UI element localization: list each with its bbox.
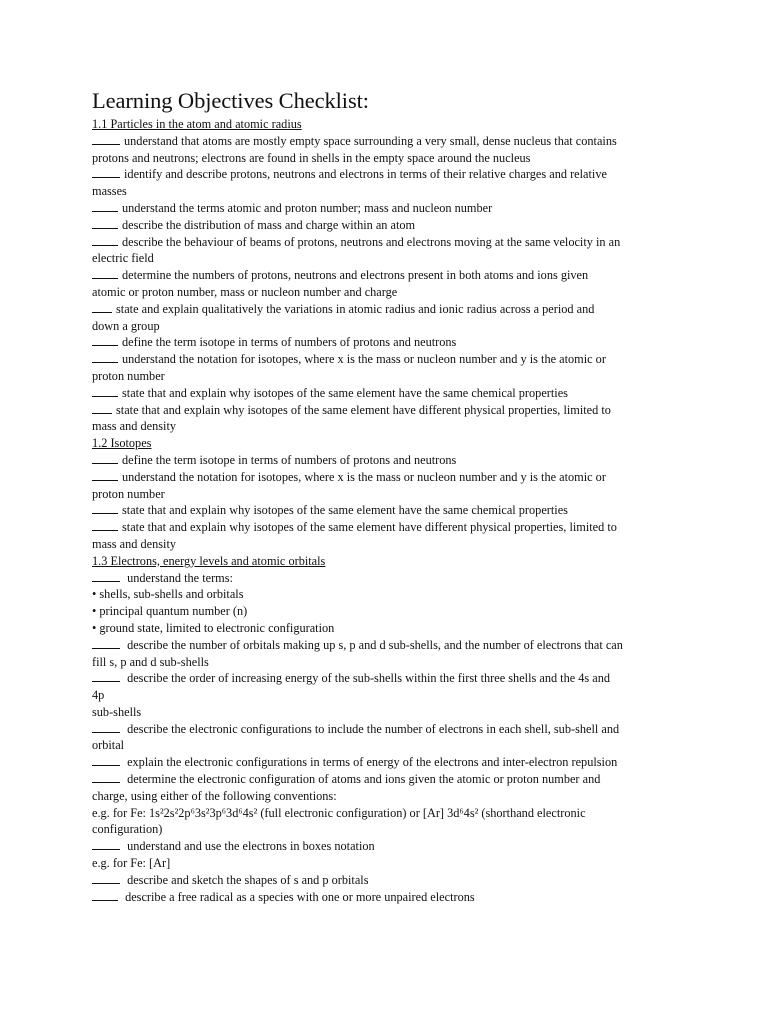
checkbox-blank-line[interactable] bbox=[92, 351, 118, 363]
checklist-item-text: down a group bbox=[92, 318, 160, 333]
checklist-item-text: define the term isotope in terms of numbers of protons and neutrons bbox=[122, 335, 457, 350]
checklist-item-text: atomic or proton number, mass or nucleon number and charge bbox=[92, 284, 398, 299]
checkbox-blank-line[interactable] bbox=[92, 637, 120, 649]
checkbox-blank-line[interactable] bbox=[92, 519, 118, 531]
checklist-item bbox=[92, 670, 682, 687]
checklist-item-text: state that and explain why isotopes of the same element have the same chemical properties bbox=[122, 385, 568, 400]
checklist-item-continuation bbox=[92, 704, 682, 721]
checklist-item-text: proton number bbox=[92, 368, 165, 383]
checklist-item bbox=[92, 351, 682, 368]
checklist-item bbox=[92, 234, 682, 251]
checkbox-blank-line[interactable] bbox=[92, 771, 120, 783]
checklist-item bbox=[92, 267, 682, 284]
checklist-item-text: mass and density bbox=[92, 419, 177, 434]
checklist-item bbox=[92, 133, 682, 150]
checkbox-blank-line[interactable] bbox=[92, 889, 118, 901]
checkbox-blank-line[interactable] bbox=[92, 670, 120, 682]
checkbox-blank-line[interactable] bbox=[92, 721, 120, 733]
checklist-item-text: state and explain qualitatively the variations in atomic radius and ionic radius across a period and bbox=[116, 301, 595, 316]
section-heading: 1.2 Isotopes bbox=[92, 436, 152, 451]
checklist-item-text: • shells, sub-shells and orbitals bbox=[92, 587, 244, 602]
checkbox-blank-line[interactable] bbox=[92, 200, 118, 212]
checkbox-blank-line[interactable] bbox=[92, 402, 112, 414]
checklist-item-text: understand that atoms are mostly empty space surrounding a very small, dense nucleus that contains bbox=[124, 133, 617, 148]
checklist-item-continuation bbox=[92, 318, 682, 335]
checklist-item-text: determine the electronic configuration of atoms and ions given the atomic or proton number and bbox=[124, 772, 601, 787]
checklist-item-continuation bbox=[92, 250, 682, 267]
checklist-item-continuation bbox=[92, 368, 682, 385]
checklist-item bbox=[92, 771, 682, 788]
checklist-item-text: understand the notation for isotopes, where x is the mass or nucleon number and y is the atomic or bbox=[122, 352, 606, 367]
checklist-item-text: mass and density bbox=[92, 536, 177, 551]
checklist-item-text: describe the behaviour of beams of protons, neutrons and electrons moving at the same velocity in an bbox=[122, 234, 621, 249]
checklist-item-text: configuration) bbox=[92, 822, 163, 837]
checkbox-blank-line[interactable] bbox=[92, 570, 120, 582]
checklist-item-text: electric field bbox=[92, 251, 154, 266]
checklist-item bbox=[92, 200, 682, 217]
checklist-item bbox=[92, 519, 682, 536]
checklist-item bbox=[92, 570, 682, 587]
checklist-item-continuation bbox=[92, 855, 682, 872]
checkbox-blank-line[interactable] bbox=[92, 838, 120, 850]
checkbox-blank-line[interactable] bbox=[92, 133, 120, 145]
checklist-item-continuation bbox=[92, 586, 682, 603]
checklist-item bbox=[92, 301, 682, 318]
checklist-item bbox=[92, 838, 682, 855]
checkbox-blank-line[interactable] bbox=[92, 754, 120, 766]
checklist-item-text: sub-shells bbox=[92, 704, 142, 719]
checklist-content bbox=[92, 116, 682, 905]
checklist-item-continuation bbox=[92, 486, 682, 503]
section-heading: 1.1 Particles in the atom and atomic radius bbox=[92, 117, 302, 131]
checklist-item-continuation bbox=[92, 183, 682, 200]
checkbox-blank-line[interactable] bbox=[92, 301, 112, 313]
checklist-item-continuation bbox=[92, 620, 682, 637]
section-heading: 1.3 Electrons, energy levels and atomic orbitals bbox=[92, 553, 326, 568]
checklist-item-text: 4p bbox=[92, 688, 105, 703]
checkbox-blank-line[interactable] bbox=[92, 469, 118, 481]
checkbox-blank-line[interactable] bbox=[92, 452, 118, 464]
checklist-item-text: masses bbox=[92, 184, 127, 199]
checkbox-blank-line[interactable] bbox=[92, 502, 118, 514]
checklist-item bbox=[92, 166, 682, 183]
document-page bbox=[92, 86, 682, 905]
page-title: Learning Objectives Checklist: bbox=[92, 88, 369, 113]
checklist-item bbox=[92, 385, 682, 402]
checklist-item-text: state that and explain why isotopes of the same element have different physical properties, limited to bbox=[122, 520, 617, 535]
checklist-item-text: e.g. for Fe: 1s²2s²2p⁶3s²3p⁶3d⁶4s² (full electronic configuration) or [Ar] 3d⁶4s² (shorthand electronic bbox=[92, 805, 586, 820]
checklist-item bbox=[92, 889, 682, 906]
checklist-item-continuation bbox=[92, 821, 682, 838]
checklist-item-text: charge, using either of the following conventions: bbox=[92, 788, 337, 803]
checklist-item-continuation bbox=[92, 805, 682, 822]
checklist-item-text: orbital bbox=[92, 738, 125, 753]
checklist-item bbox=[92, 402, 682, 419]
checkbox-blank-line[interactable] bbox=[92, 385, 118, 397]
checklist-item-text: identify and describe protons, neutrons and electrons in terms of their relative charges and relative bbox=[124, 167, 607, 182]
checklist-item-text: • principal quantum number (n) bbox=[92, 604, 248, 619]
checklist-item-continuation bbox=[92, 418, 682, 435]
checkbox-blank-line[interactable] bbox=[92, 267, 118, 279]
checklist-item bbox=[92, 502, 682, 519]
checklist-item-text: describe the order of increasing energy of the sub-shells within the first three shells and the 4s and bbox=[124, 671, 611, 686]
checklist-item bbox=[92, 217, 682, 234]
checkbox-blank-line[interactable] bbox=[92, 217, 118, 229]
checklist-item-text: fill s, p and d sub-shells bbox=[92, 654, 209, 669]
checklist-item-text: define the term isotope in terms of numbers of protons and neutrons bbox=[122, 452, 457, 467]
checklist-item-continuation bbox=[92, 536, 682, 553]
checklist-item-text: proton number bbox=[92, 486, 165, 501]
checklist-item-continuation bbox=[92, 788, 682, 805]
checklist-item bbox=[92, 872, 682, 889]
checklist-item-text: describe the electronic configurations to include the number of electrons in each shell, sub-shell and bbox=[124, 721, 620, 736]
checklist-item-text: determine the numbers of protons, neutrons and electrons present in both atoms and ions given bbox=[122, 268, 589, 283]
checklist-item-text: state that and explain why isotopes of the same element have different physical properties, limited to bbox=[116, 402, 611, 417]
checklist-item bbox=[92, 637, 682, 654]
checklist-item-text: state that and explain why isotopes of the same element have the same chemical properties bbox=[122, 503, 568, 518]
checklist-item-continuation bbox=[92, 284, 682, 301]
checklist-item bbox=[92, 452, 682, 469]
checklist-item-text: understand the terms atomic and proton number; mass and nucleon number bbox=[122, 200, 493, 215]
checklist-item-continuation bbox=[92, 737, 682, 754]
checklist-item-text: e.g. for Fe: [Ar] bbox=[92, 856, 171, 871]
checklist-item-text: understand and use the electrons in boxes notation bbox=[124, 839, 375, 854]
checklist-item-text: describe a free radical as a species with one or more unpaired electrons bbox=[122, 889, 475, 904]
checklist-item-text: understand the terms: bbox=[124, 570, 233, 585]
checklist-item-continuation bbox=[92, 687, 682, 704]
checklist-item bbox=[92, 334, 682, 351]
checklist-item-text: • ground state, limited to electronic configuration bbox=[92, 620, 335, 635]
checklist-item bbox=[92, 469, 682, 486]
checklist-item-text: explain the electronic configurations in terms of energy of the electrons and inter-electron repulsion bbox=[124, 755, 618, 770]
checkbox-blank-line[interactable] bbox=[92, 234, 118, 246]
checklist-item-continuation bbox=[92, 603, 682, 620]
checklist-item-continuation bbox=[92, 654, 682, 671]
checklist-item-text: describe the distribution of mass and charge within an atom bbox=[122, 217, 416, 232]
checkbox-blank-line[interactable] bbox=[92, 872, 120, 884]
checklist-item bbox=[92, 754, 682, 771]
checklist-item-text: describe and sketch the shapes of s and p orbitals bbox=[124, 872, 369, 887]
checklist-item-text: describe the number of orbitals making up s, p and d sub-shells, and the number of electrons that can bbox=[124, 637, 623, 652]
checklist-item-continuation bbox=[92, 150, 682, 167]
checkbox-blank-line[interactable] bbox=[92, 166, 120, 178]
checklist-item-text: understand the notation for isotopes, where x is the mass or nucleon number and y is the atomic or bbox=[122, 469, 606, 484]
checklist-item-text: protons and neutrons; electrons are found in shells in the empty space around the nucleus bbox=[92, 150, 531, 165]
checklist-item bbox=[92, 721, 682, 738]
checkbox-blank-line[interactable] bbox=[92, 334, 118, 346]
